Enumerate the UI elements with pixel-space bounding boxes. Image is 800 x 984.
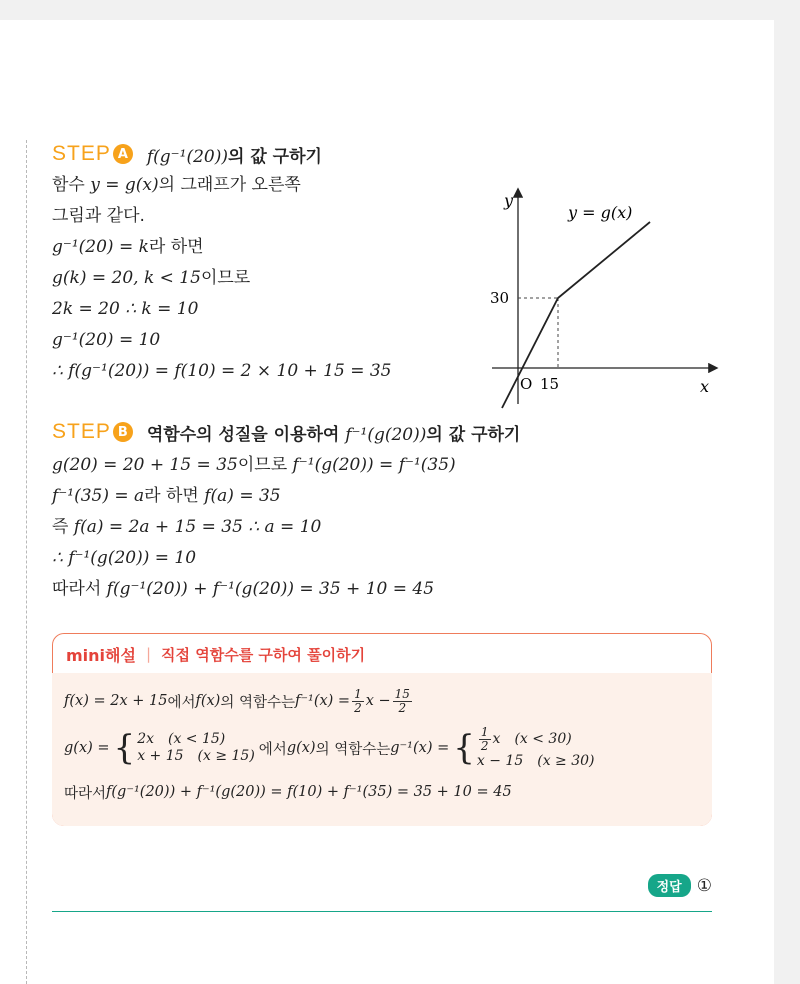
math-run: 2k = 20 ∴ k = 10 [52,299,199,319]
case-cond: (x ≥ 15) [197,748,255,764]
cases [477,726,595,770]
math-run: f(g⁻¹(20)) + f⁻¹(g(20)) = 35 + 10 = 45 [106,579,435,599]
text-run: 이므로 [237,455,293,475]
math-run: g(x) = [64,740,110,756]
piecewise-g [113,728,255,768]
step-a-title [147,142,322,167]
cases [137,731,255,765]
math-run: f(x) = 2x + 15 [64,693,168,709]
answer-row [52,874,712,897]
step-b-line [52,450,722,481]
margin-dashed-rule [26,140,27,984]
text-run: 의 역함수는 [220,694,295,711]
case-expr: x − 15 [476,753,524,769]
math-run: x − [365,693,391,709]
step-a-heading [52,138,722,170]
step-a-section [52,138,722,416]
math-run: f(g⁻¹(20)) + f⁻¹(g(20)) = f(10) + f⁻¹(35) = 35 + 10 = 45 [106,784,512,800]
case-cond: (x < 30) [514,731,572,747]
math-run: g⁻¹(x) = [390,740,450,756]
fraction-denominator: 2 [354,700,362,715]
function-graph [490,182,722,414]
mini-explanation [52,633,722,828]
text-run: 그림과 같다. [52,206,145,226]
text-run: 함수 [52,175,91,195]
fraction-numerator: 1 [354,686,362,701]
solution-content [52,138,722,896]
case-expr: 2x [137,731,154,747]
case-row [137,731,255,748]
step-b-line [52,574,722,605]
case-cond: (x ≥ 30) [537,753,595,769]
text-run: 따라서 [64,785,107,802]
mini-line-3 [64,777,712,807]
step-a-line [52,201,392,232]
math-run: f(a) = 2a + 15 = 35 ∴ a = 10 [73,517,322,537]
step-b-line [52,543,722,574]
fraction-denominator: 2 [398,700,407,715]
text-run: 즉 [52,517,74,537]
right-margin-band [774,0,800,984]
math-run: ∴ f⁻¹(g(20)) = 10 [52,548,197,568]
step-b-badge: B [113,422,133,442]
step-b-heading [52,416,722,448]
math-run: f⁻¹(35) = a [52,486,145,506]
text-run: 따라서 [52,579,107,599]
piecewise-g-inverse [453,726,594,770]
case-cond: (x < 15) [168,731,226,747]
step-b-title-math: f⁻¹(g(20)) [345,424,427,445]
math-run: f⁻¹(x) = [294,693,351,709]
fraction-numerator: 1 [480,725,489,739]
mini-header [66,643,365,665]
left-brace: { [113,728,136,768]
answer-badge: 정답 [648,874,691,897]
text-run: 에서 [258,741,287,758]
bottom-divider [52,911,712,912]
answer-value: ① [696,875,712,896]
text-run: 에서 [167,694,196,711]
step-a-line [52,325,392,356]
step-a-line [52,356,392,387]
mini-line-2 [64,719,712,777]
fraction-numerator: 15 [394,686,410,701]
step-b-title [147,420,520,445]
text-run: 라 하면 [148,237,204,257]
math-run: f(x) [195,693,221,709]
math-run: g(20) = 20 + 15 = 35 [52,455,238,475]
left-brace: { [453,728,475,768]
case-row [137,748,255,765]
mini-line-1 [64,683,712,719]
math-run: f(a) = 35 [204,486,281,506]
math-run: g(x) [286,740,316,756]
y-tick-label: 30 [490,289,510,307]
math-run: y = g(x) [90,175,159,195]
math-run: g(k) = 20, k < 15 [52,268,201,288]
step-b-line [52,481,722,512]
case-expr: x [492,731,501,747]
step-a-lines [52,170,392,387]
x-tick-label: 15 [540,375,560,393]
text-run: 의 그래프가 오른쪽 [158,175,301,195]
top-margin-band [0,0,800,20]
step-b-line [52,512,722,543]
step-a-line [52,170,392,201]
fraction [393,688,412,715]
step-word: STEP [52,420,111,443]
step-b-title-text: 의 값 구하기 [426,424,521,445]
step-a-title-text: 의 값 구하기 [227,146,322,167]
case-row [477,726,595,753]
y-axis-label: y [504,191,514,210]
step-a-line [52,294,392,325]
curve-label: y = g(x) [568,203,633,222]
math-run: g⁻¹(20) = 10 [52,330,161,350]
mini-label: mini해설 [66,645,136,665]
origin-label: O [520,375,533,393]
text-run: 라 하면 [144,486,205,506]
step-b-title-text: 역함수의 성질을 이용하여 [146,424,346,445]
mini-title: 직접 역함수를 구하여 풀이하기 [161,645,366,664]
math-run: ∴ f(g⁻¹(20)) = f(10) = 2 × 10 + 15 = 35 [52,361,392,381]
step-word: STEP [52,142,111,165]
math-run: g⁻¹(20) = k [52,237,149,257]
step-b-lines [52,450,722,605]
case-row [477,753,595,770]
text-run: 의 역함수는 [315,741,391,758]
step-a-title-math: f(g⁻¹(20)) [146,146,228,167]
fraction [352,688,364,715]
mini-separator: | [145,645,152,663]
text-run: 이므로 [200,268,251,288]
math-run: f⁻¹(g(20)) = f⁻¹(35) [292,455,456,475]
case-expr: x + 15 [137,748,184,764]
step-a-line [52,232,392,263]
fraction [479,726,491,753]
fraction-denominator: 2 [480,739,489,753]
x-axis-label: x [700,377,710,396]
step-a-badge: A [113,144,133,164]
step-a-line [52,263,392,294]
mini-body [52,673,712,826]
